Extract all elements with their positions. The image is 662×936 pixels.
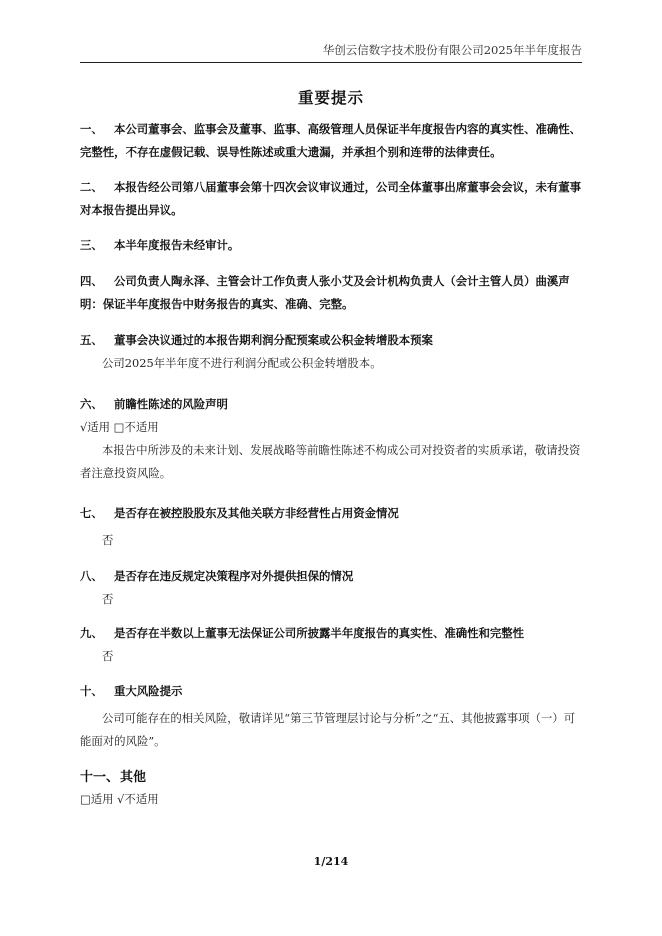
section-number: 一、 (80, 122, 103, 136)
section-number: 九、 (80, 626, 103, 640)
section-9 (80, 622, 586, 668)
section-number: 三、 (80, 238, 103, 252)
section-heading-text: 董事会决议通过的本报告期利润分配预案或公积金转增股本预案 (114, 333, 433, 347)
section-1 (80, 118, 586, 164)
section-heading-text: 是否存在违反规定决策程序对外提供担保的情况 (114, 569, 354, 583)
section-number: 十、 (80, 684, 103, 698)
section-text: 本公司董事会、监事会及董事、监事、高级管理人员保证半年度报告内容的真实性、准确性、完整性，不存在虚假记载、误导性陈述或重大遗漏，并承担个别和连带的法律责任。 (80, 122, 582, 159)
section-8 (80, 565, 586, 611)
section-body: 本报告中所涉及的未来计划、发展战略等前瞻性陈述不构成公司对投资者的实质承诺，敬请投资者注意投资风险。 (80, 443, 581, 480)
section-number: 二、 (80, 180, 103, 194)
section-number: 五、 (80, 333, 103, 347)
page-number: 1/214 (313, 855, 349, 868)
section-number: 十一、 (80, 770, 120, 785)
section-heading-text: 是否存在被控股股东及其他关联方非经营性占用资金情况 (114, 506, 399, 520)
section-heading (80, 766, 586, 785)
section-answer: 否 (102, 592, 114, 606)
section-heading-text: 前瞻性陈述的风险声明 (114, 397, 228, 411)
section-number: 七、 (80, 506, 103, 520)
section-heading (80, 680, 586, 703)
section-heading-text: 是否存在半数以上董事无法保证公司所披露半年度报告的真实性、准确性和完整性 (114, 626, 525, 640)
section-heading-text: 其他 (120, 770, 147, 785)
section-body: 公司可能存在的相关风险，敬请详见“第三节管理层讨论与分析”之“五、其他披露事项（一）可能面对的风险”。 (80, 711, 576, 748)
section-10 (80, 680, 586, 753)
section-heading (80, 565, 586, 588)
section-text: 公司负责人陶永泽、主管会计工作负责人张小艾及会计机构负责人（会计主管人员）曲溪声明：保证半年度报告中财务报告的真实、准确、完整。 (80, 274, 570, 311)
section-heading-text: 重大风险提示 (114, 684, 183, 698)
section-text: 本半年度报告未经审计。 (114, 238, 240, 252)
section-answer: 否 (102, 649, 114, 663)
applicability-checkbox: □适用 √不适用 (80, 792, 159, 806)
section-2 (80, 176, 586, 222)
section-11 (80, 766, 586, 811)
section-heading (80, 329, 586, 352)
section-7 (80, 502, 586, 552)
section-number: 六、 (80, 397, 103, 411)
page-title: 重要提示 (297, 88, 364, 107)
section-5 (80, 329, 586, 375)
section-number: 八、 (80, 569, 103, 583)
section-heading (80, 502, 586, 525)
section-3 (80, 234, 586, 257)
section-body: 公司2025年半年度不进行利润分配或公积金转增股本。 (102, 356, 382, 370)
section-4 (80, 270, 586, 316)
header-text: 华创云信数字技术股份有限公司2025年半年度报告 (322, 43, 582, 57)
applicability-checkbox: √适用 □不适用 (80, 420, 159, 434)
section-text: 本报告经公司第八届董事会第十四次会议审议通过，公司全体董事出席董事会会议，未有董事对本报告提出异议。 (80, 180, 582, 217)
section-heading (80, 622, 586, 645)
section-answer: 否 (102, 533, 114, 547)
running-header (80, 42, 582, 63)
section-heading (80, 393, 586, 416)
section-6 (80, 393, 586, 485)
section-number: 四、 (80, 274, 103, 288)
